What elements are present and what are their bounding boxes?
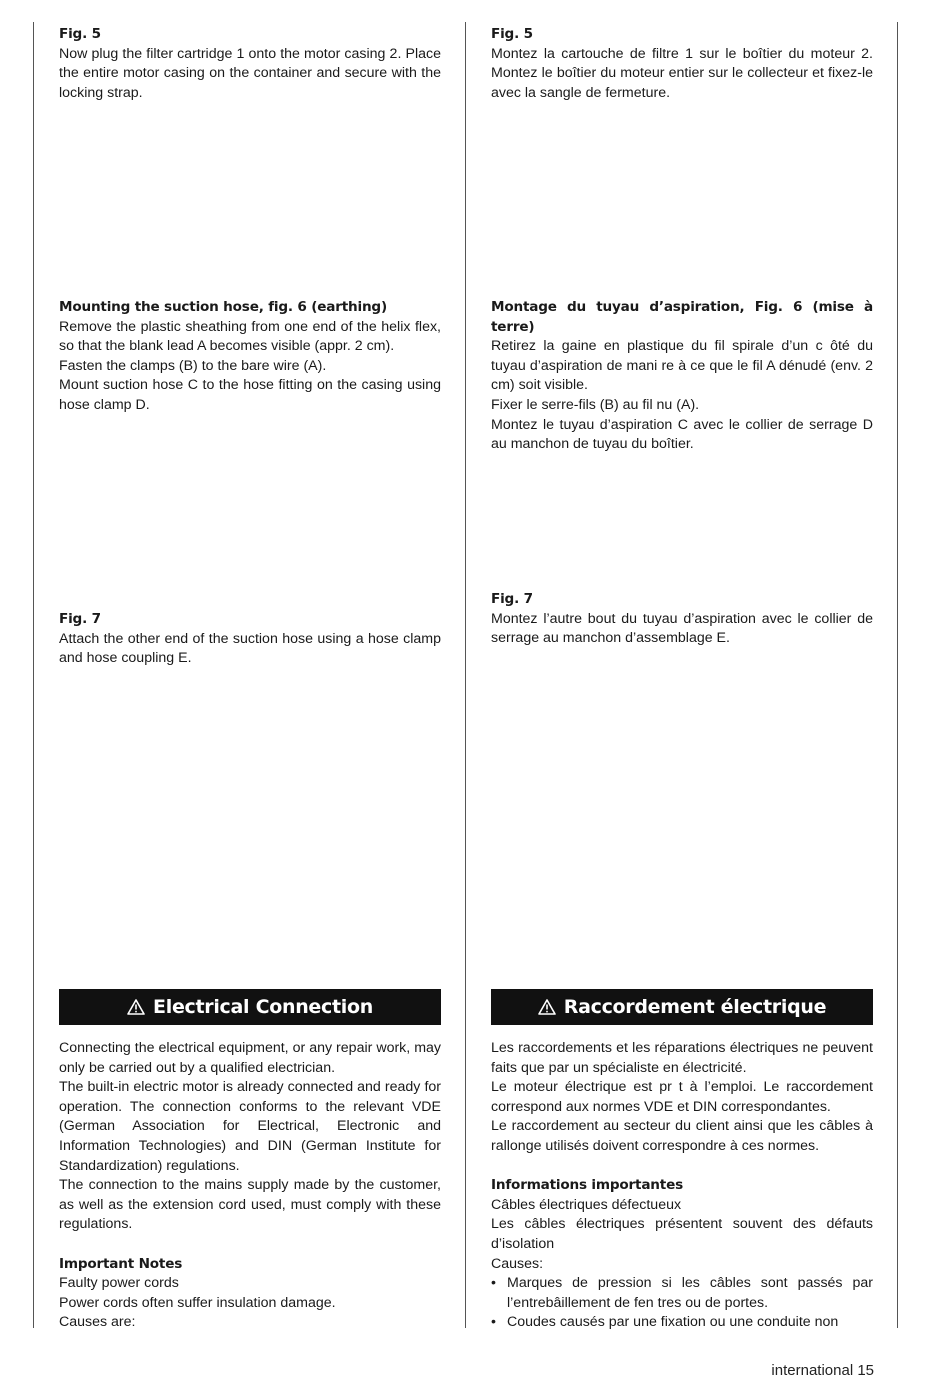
right-margin-rule bbox=[897, 22, 898, 1328]
en-hose-line-3: Mount suction hose C to the hose fitting on the casing using hose clamp D. bbox=[59, 377, 441, 413]
fr-hose-section bbox=[491, 298, 873, 455]
fr-note-2: Les câbles électriques présentent souvent des défauts d’isolation bbox=[491, 1216, 873, 1252]
en-notes-heading: Important Notes bbox=[59, 1255, 183, 1272]
bullet-icon: • bbox=[491, 1275, 496, 1292]
warning-triangle-icon bbox=[127, 999, 145, 1015]
fr-fig5-text: Montez la cartouche de filtre 1 sur le boîtier du moteur 2. Montez le boîtier du moteur entier sur le collecteur et fixez-le avec la sangle de fermeture. bbox=[491, 45, 873, 101]
en-note-3: Causes are: bbox=[59, 1314, 136, 1331]
fr-bullet-text-1: Marques de pression si les câbles sont passés par l’entrebâillement de fen tres ou de portes. bbox=[507, 1275, 873, 1311]
en-fig7-text: Attach the other end of the suction hose using a hose clamp and hose coupling E. bbox=[59, 630, 441, 667]
en-electrical-paragraph-3: The connection to the mains supply made by the customer, as well as the extension cord used, must comply with these regulations. bbox=[59, 1177, 441, 1233]
fr-hose-line-3: Montez le tuyau d’aspiration C avec le collier de serrage D au manchon de tuyau du boîtier. bbox=[491, 416, 873, 453]
en-electrical-paragraph-2: The built-in electric motor is already connected and ready for operation. The connection conforms to the relevant VDE (German Association for Electrical, Electronic and Information Technologies) and DIN (German Institute for Standardization) regulations. bbox=[59, 1079, 441, 1174]
fr-bullet-text-2: Coudes causés par une fixation ou une conduite non bbox=[507, 1314, 839, 1331]
fr-fig7-heading: Fig. 7 bbox=[491, 591, 533, 607]
fr-electrical-paragraph-1: Les raccordements et les réparations électriques ne peuvent faits que par un spécialiste en électricité. bbox=[491, 1040, 873, 1076]
fr-electrical-paragraph-2: Le moteur électrique est pr t à l’emploi. Le raccordement correspond aux normes VDE et DIN correspondantes. bbox=[491, 1079, 873, 1115]
fr-fig5-section bbox=[491, 25, 873, 103]
en-fig5-section bbox=[59, 25, 441, 103]
fr-electrical-section bbox=[491, 1039, 873, 1333]
en-electrical-paragraph-1: Connecting the electrical equipment, or any repair work, may only be carried out by a qualified electrician. bbox=[59, 1040, 441, 1076]
en-note-2: Power cords often suffer insulation damage. bbox=[59, 1294, 336, 1311]
fr-electrical-banner bbox=[491, 989, 873, 1025]
fr-bullet-item bbox=[491, 1274, 873, 1313]
en-electrical-banner bbox=[59, 989, 441, 1025]
en-fig7-section bbox=[59, 610, 441, 669]
fr-fig7-text: Montez l’autre bout du tuyau d’aspiration avec le collier de serrage au manchon d’assemblage E. bbox=[491, 610, 873, 647]
fr-electrical-banner-title: Raccordement électrique bbox=[563, 996, 827, 1018]
fr-hose-line-1: Retirez la gaine en plastique du fil spirale d’un c ôté du tuyau d’aspiration de mani re à ce que le fil A dénudé (env. 2 cm) soit visible. bbox=[491, 338, 873, 394]
fr-hose-heading: Montage du tuyau d’aspiration, Fig. 6 (mise à terre) bbox=[491, 299, 873, 335]
fr-note-1: Câbles électriques défectueux bbox=[491, 1196, 682, 1213]
en-fig5-heading: Fig. 5 bbox=[59, 26, 101, 42]
page-footer: international 15 bbox=[771, 1362, 874, 1379]
en-electrical-banner-title: Electrical Connection bbox=[153, 996, 373, 1018]
left-margin-rule bbox=[33, 22, 34, 1328]
fr-electrical-paragraph-3: Le raccordement au secteur du client ainsi que les câbles à rallonge utilisés doivent correspondre à ces normes. bbox=[491, 1118, 873, 1154]
fr-notes-heading: Informations importantes bbox=[491, 1177, 683, 1194]
fr-hose-line-2: Fixer le serre-fils (B) au fil nu (A). bbox=[491, 396, 700, 413]
fr-bullet-item bbox=[491, 1313, 873, 1333]
en-fig7-heading: Fig. 7 bbox=[59, 611, 101, 627]
warning-triangle-icon bbox=[538, 999, 556, 1015]
fr-fig5-heading: Fig. 5 bbox=[491, 26, 533, 42]
en-hose-section bbox=[59, 298, 441, 416]
fr-fig7-section bbox=[491, 590, 873, 649]
en-hose-line-2: Fasten the clamps (B) to the bare wire (A). bbox=[59, 357, 327, 374]
en-hose-heading: Mounting the suction hose, fig. 6 (earthing) bbox=[59, 299, 387, 315]
en-hose-line-1: Remove the plastic sheathing from one end of the helix flex, so that the blank lead A becomes visible (appr. 2 cm). bbox=[59, 318, 441, 355]
bullet-icon: • bbox=[491, 1314, 496, 1331]
en-fig5-text: Now plug the filter cartridge 1 onto the motor casing 2. Place the entire motor casing on the container and secure with the locking strap. bbox=[59, 45, 441, 101]
fr-note-3: Causes: bbox=[491, 1255, 544, 1272]
column-divider-rule bbox=[465, 22, 466, 1328]
en-electrical-section bbox=[59, 1039, 441, 1333]
en-note-1: Faulty power cords bbox=[59, 1275, 179, 1292]
